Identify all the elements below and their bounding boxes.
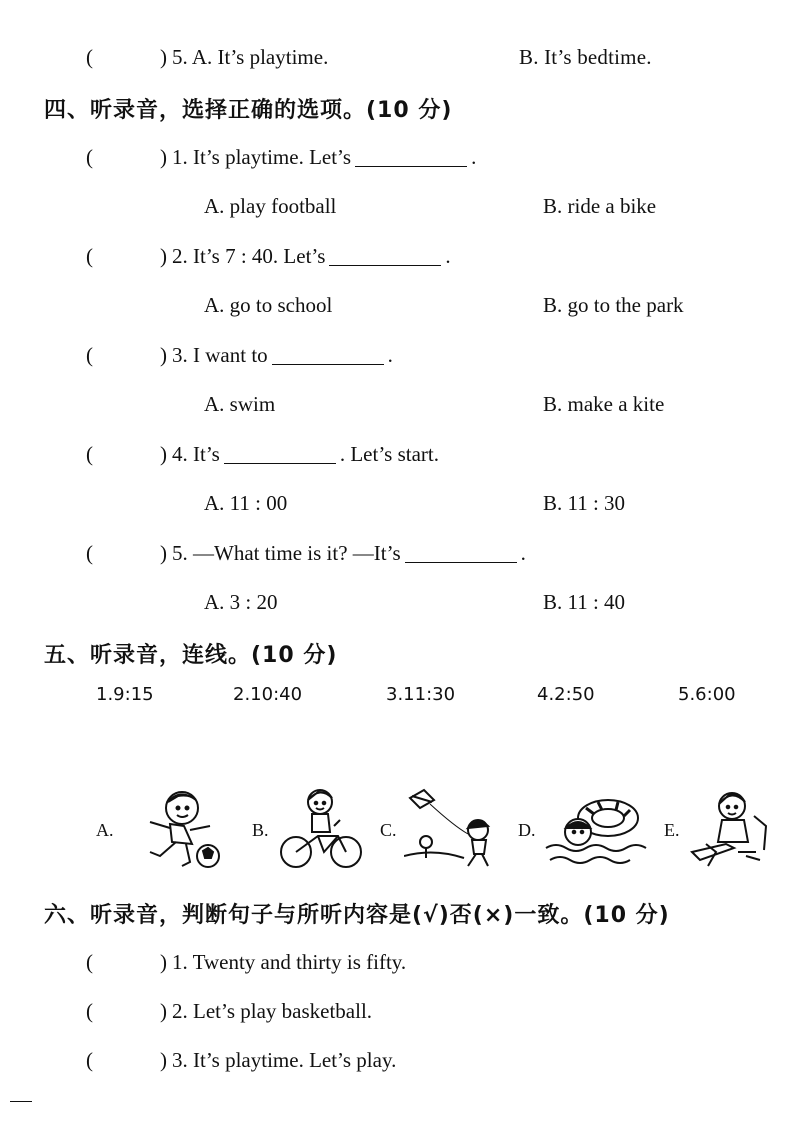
answer-paren-open: (: [86, 244, 93, 268]
answer-paren-close: ): [160, 145, 167, 169]
answer-blank: [272, 346, 384, 365]
option-a: A. swim: [204, 392, 276, 416]
time-item: 2.10:40: [233, 684, 303, 705]
section-6-title: 六、听录音，判断句子与所听内容是(√)否(×)一致。(10 分): [44, 903, 670, 928]
picture-label: C.: [380, 820, 397, 840]
statement-3: 3. It’s playtime. Let’s play.: [172, 1048, 397, 1072]
time-item: 1.9:15: [96, 684, 154, 705]
boy-flying-kite-icon: [404, 786, 504, 872]
section-5-title: 五、听录音，连线。(10 分): [44, 643, 338, 668]
footer-rule: [10, 1101, 32, 1102]
answer-blank: [405, 544, 517, 563]
question-5: 5. —What time is it? —It’s .: [172, 541, 526, 565]
boy-making-model-plane-icon: [686, 786, 772, 872]
picture-label: B.: [252, 820, 269, 840]
question-4: 4. It’s . Let’s start.: [172, 442, 439, 466]
answer-paren-close: ): [160, 244, 167, 268]
option-b: B. go to the park: [543, 293, 684, 317]
option-a: A. play football: [204, 194, 337, 218]
statement-2: 2. Let’s play basketball.: [172, 999, 373, 1023]
answer-paren-close: ): [160, 541, 167, 565]
answer-paren-open: (: [86, 442, 93, 466]
answer-blank: [224, 445, 336, 464]
picture-label: D.: [518, 820, 536, 840]
option-b: B. 11 : 40: [543, 590, 626, 614]
question-5: 5. A. It’s playtime.: [172, 45, 329, 69]
answer-blank: [355, 148, 467, 167]
answer-paren-close: ): [160, 442, 167, 466]
answer-paren-open: (: [86, 950, 93, 974]
time-item: 5.6:00: [678, 684, 736, 705]
option-b: B. It’s bedtime.: [519, 45, 652, 69]
time-item: 3.11:30: [386, 684, 456, 705]
option-b: B. ride a bike: [543, 194, 657, 218]
option-b: B. make a kite: [543, 392, 665, 416]
time-item: 4.2:50: [537, 684, 595, 705]
answer-paren-close: ): [160, 343, 167, 367]
answer-paren-open: (: [86, 1048, 93, 1072]
answer-paren-close: ): [160, 45, 167, 69]
boy-playing-football-icon: [120, 786, 228, 870]
answer-paren-open: (: [86, 999, 93, 1023]
question-3: 3. I want to .: [172, 343, 393, 367]
statement-1: 1. Twenty and thirty is fifty.: [172, 950, 407, 974]
answer-paren-open: (: [86, 541, 93, 565]
answer-paren-open: (: [86, 343, 93, 367]
answer-blank: [329, 247, 441, 266]
question-2: 2. It’s 7 : 40. Let’s .: [172, 244, 451, 268]
question-1: 1. It’s playtime. Let’s .: [172, 145, 477, 169]
option-b: B. 11 : 30: [543, 491, 626, 515]
picture-label: E.: [664, 820, 680, 840]
answer-paren-open: (: [86, 145, 93, 169]
option-a: A. go to school: [204, 293, 333, 317]
answer-paren-open: (: [86, 45, 93, 69]
answer-paren-close: ): [160, 999, 167, 1023]
child-riding-bike-icon: [278, 786, 364, 872]
answer-paren-close: ): [160, 950, 167, 974]
child-swimming-icon: [542, 786, 652, 870]
section-4-title: 四、听录音，选择正确的选项。(10 分): [44, 98, 453, 123]
option-a: A. 11 : 00: [204, 491, 288, 515]
option-a: A. 3 : 20: [204, 590, 278, 614]
answer-paren-close: ): [160, 1048, 167, 1072]
picture-label: A.: [96, 820, 114, 840]
